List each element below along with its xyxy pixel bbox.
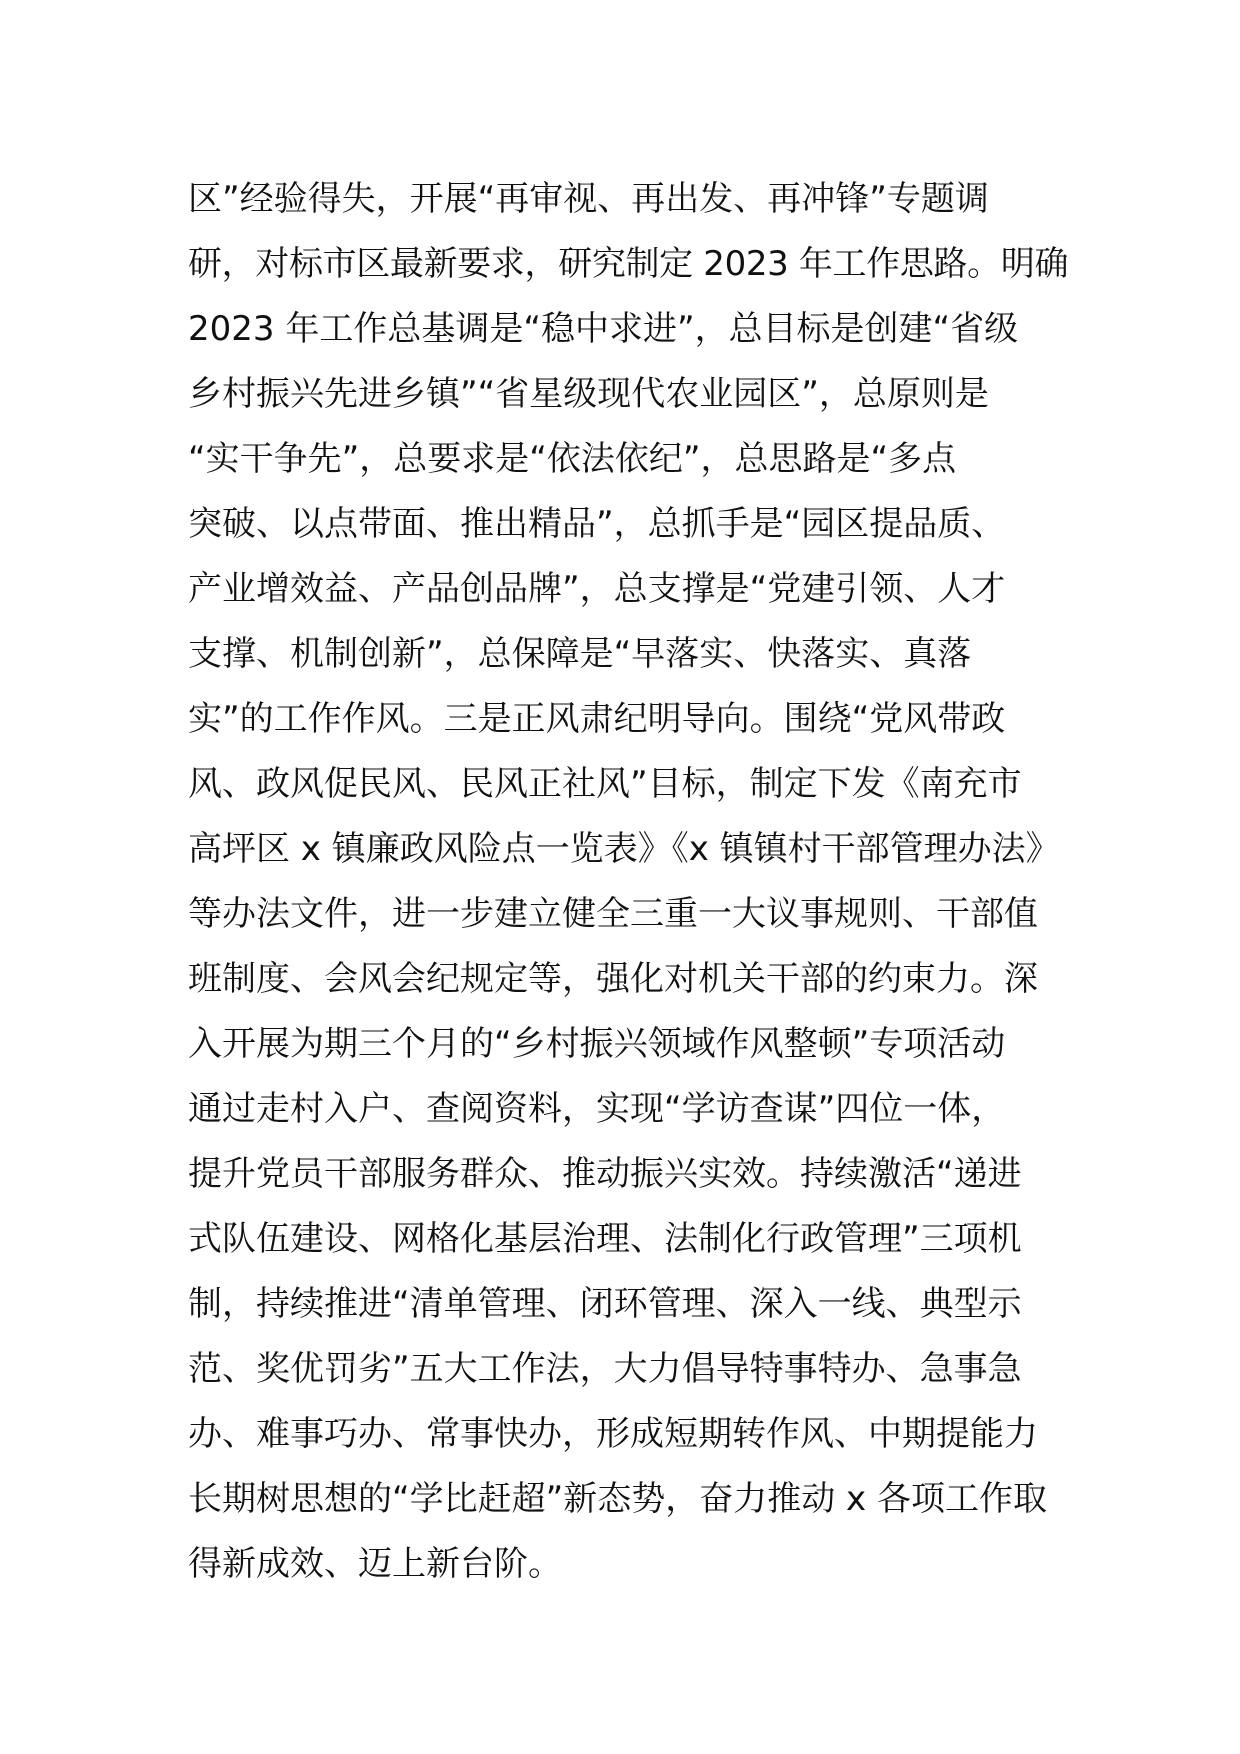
body-text [188,167,1068,1597]
text-line-17: 式队伍建设、网格化基层治理、法制化行政管理”三项机 [188,1219,1022,1259]
text-line-14: 入开展为期三个月的“乡村振兴领域作风整顿”专项活动 [188,1024,1006,1064]
text-line-11: 高坪区 x 镇廉政风险点一览表》《x 镇镇村干部管理办法》 [188,829,1060,869]
text-line-18: 制，持续推进“清单管理、闭环管理、深入一线、典型示 [188,1284,1022,1324]
text-line-8: 支撑、机制创新”，总保障是“早落实、快落实、真落 [188,634,972,674]
text-line-6: 突破、以点带面、推出精品”，总抓手是“园区提品质、 [188,504,1006,544]
text-line-15: 通过走村入户、查阅资料，实现“学访查谋”四位一体， [188,1089,1006,1129]
text-line-5: “实干争先”，总要求是“依法依纪”，总思路是“多点 [188,439,957,479]
text-line-20: 办、难事巧办、常事快办，形成短期转作风、中期提能力 [188,1414,1038,1454]
text-line-13: 班制度、会风会纪规定等，强化对机关干部的约束力。深 [188,959,1038,999]
text-line-2: 研，对标市区最新要求，研究制定 2023 年工作思路。明确 [188,244,1069,284]
text-line-3: 2023 年工作总基调是“稳中求进”，总目标是创建“省级 [188,309,1019,349]
text-line-19: 范、奖优罚劣”五大工作法，大力倡导特事特办、急事急 [188,1349,1022,1389]
text-line-12: 等办法文件，进一步建立健全三重一大议事规则、干部值 [188,894,1038,934]
text-line-16: 提升党员干部服务群众、推动振兴实效。持续激活“递进 [188,1154,1022,1194]
text-line-1: 区”经验得失，开展“再审视、再出发、再冲锋”专题调 [188,179,989,219]
text-line-4: 乡村振兴先进乡镇”“省星级现代农业园区”，总原则是 [188,374,989,414]
text-line-10: 风、政风促民风、民风正社风”目标，制定下发《南充市 [188,764,1022,804]
text-line-21: 长期树思想的“学比赶超”新态势，奋力推动 x 各项工作取 [188,1479,1047,1519]
text-line-7: 产业增效益、产品创品牌”，总支撑是“党建引领、人才 [188,569,1006,609]
text-line-9: 实”的工作作风。三是正风肃纪明导向。围绕“党风带政 [188,699,1006,739]
text-line-22: 得新成效、迈上新台阶。 [188,1544,562,1584]
